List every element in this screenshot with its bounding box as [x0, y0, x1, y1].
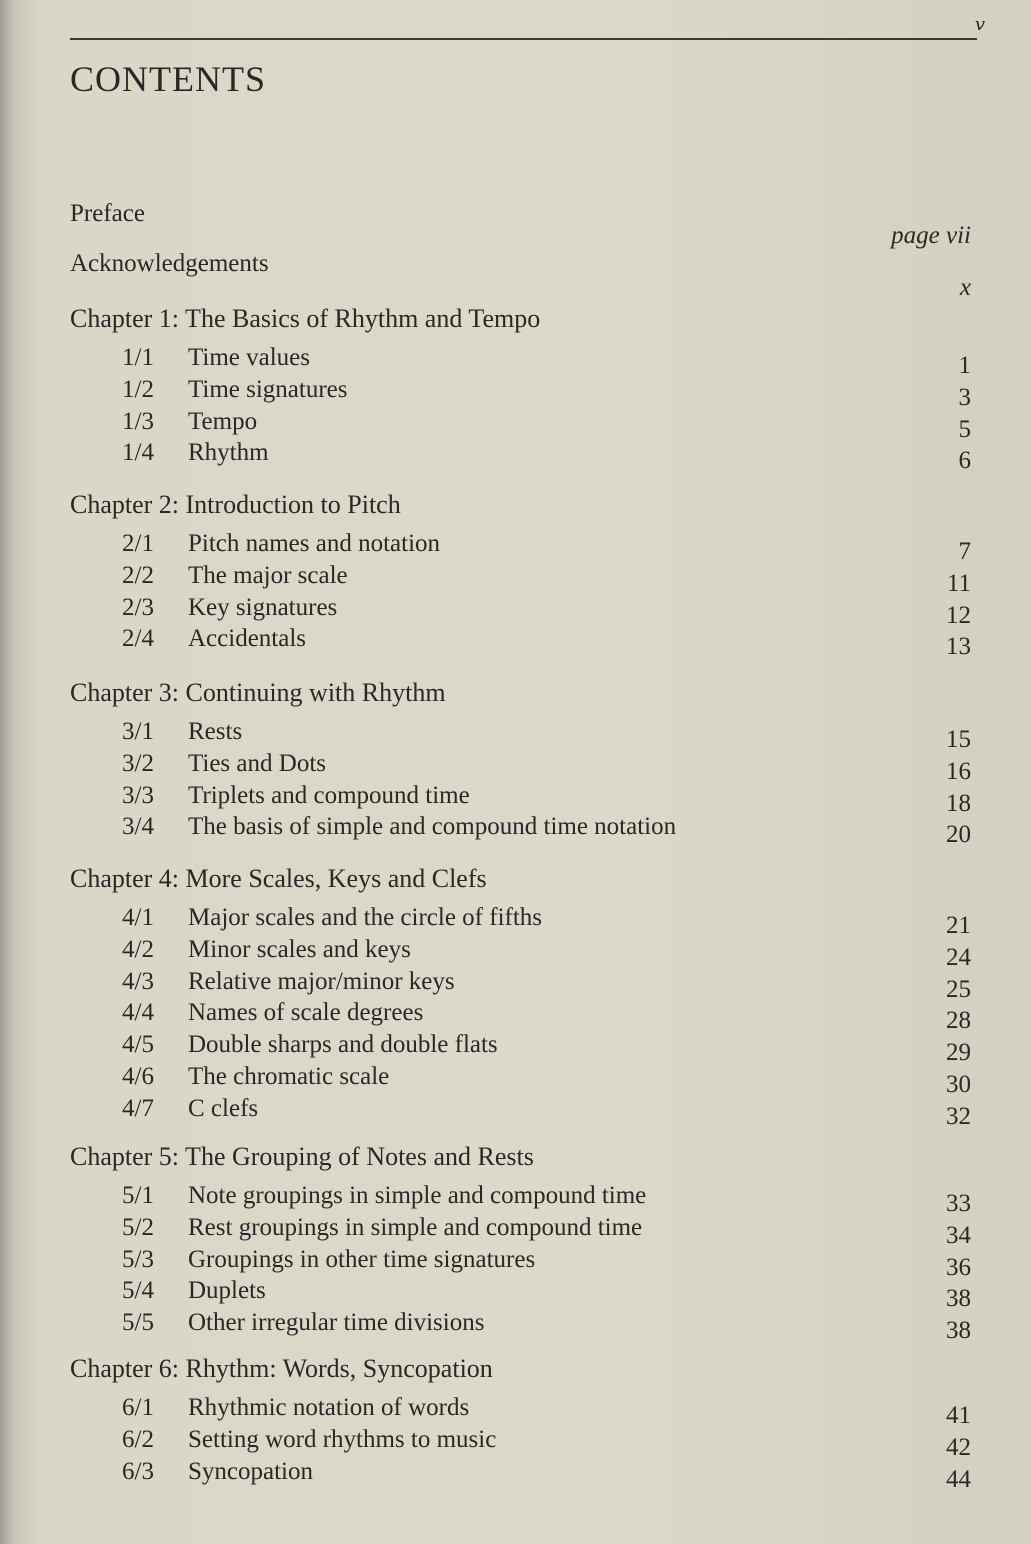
section-number: 5/5 [122, 1309, 154, 1337]
section-number: 5/3 [122, 1245, 154, 1273]
section-number: 5/4 [122, 1277, 154, 1305]
section-label: Groupings in other time signatures [188, 1245, 536, 1273]
chapter-heading [70, 864, 971, 894]
section-page: 18 [946, 789, 971, 817]
section-entry [70, 407, 971, 443]
section-entry [70, 1309, 971, 1345]
section-entry [70, 904, 971, 939]
section-label: Time signatures [188, 375, 348, 403]
section-number: 4/7 [122, 1094, 154, 1122]
section-number: 2/1 [122, 530, 154, 557]
front-matter-entry [70, 200, 971, 249]
section-label: C clefs [188, 1094, 259, 1122]
section-page: 25 [946, 975, 971, 1003]
section-page: 42 [946, 1433, 971, 1461]
section-page: 3 [958, 383, 971, 411]
section-number: 3/2 [122, 749, 154, 777]
section-number: 2/3 [122, 593, 154, 621]
entry-label: Preface [70, 200, 145, 227]
chapter-title: Chapter 2: Introduction to Pitch [70, 490, 401, 519]
section-page: 12 [946, 601, 971, 629]
section-page: 16 [946, 757, 971, 785]
section-page: 30 [946, 1071, 971, 1098]
section-entry [70, 1277, 971, 1313]
section-number: 1/1 [122, 344, 154, 371]
section-page: 6 [958, 447, 971, 475]
chapter-heading [70, 1354, 971, 1384]
section-page: 41 [946, 1402, 971, 1429]
section-label: The chromatic scale [188, 1063, 390, 1090]
section-number: 4/2 [122, 935, 154, 963]
section-number: 5/2 [122, 1213, 154, 1241]
section-entry [70, 1182, 971, 1217]
section-entry [70, 530, 971, 565]
section-page: 20 [946, 821, 971, 849]
section-entry [70, 1457, 971, 1493]
section-entry [70, 813, 971, 849]
chapter-heading [70, 678, 971, 708]
section-label: Rhythm [188, 439, 269, 467]
section-label: Rest groupings in simple and compound time [188, 1213, 643, 1241]
section-number: 5/1 [122, 1182, 154, 1209]
section-number: 6/2 [122, 1425, 154, 1453]
section-page: 24 [946, 943, 971, 971]
section-number: 2/4 [122, 625, 154, 653]
section-entry [70, 375, 971, 411]
section-label: Ties and Dots [188, 749, 326, 777]
section-page: 21 [946, 912, 971, 939]
section-page: 34 [946, 1221, 971, 1249]
section-label: Rhythmic notation of words [188, 1394, 470, 1421]
section-entry [70, 935, 971, 971]
section-number: 6/3 [122, 1457, 154, 1485]
section-page: 1 [958, 352, 971, 379]
section-page: 5 [958, 415, 971, 443]
section-label: Key signatures [188, 593, 338, 621]
page-title: CONTENTS [70, 59, 266, 99]
section-page: 36 [946, 1253, 971, 1281]
section-entry [70, 439, 971, 475]
section-entry [70, 718, 971, 753]
page-folio: v [974, 14, 985, 35]
section-number: 6/1 [122, 1394, 154, 1421]
section-entry [70, 593, 971, 629]
chapter-title: Chapter 6: Rhythm: Words, Syncopation [70, 1354, 493, 1383]
chapter-title: Chapter 5: The Grouping of Notes and Rests [70, 1142, 534, 1171]
section-entry [70, 1031, 971, 1067]
section-page: 44 [946, 1465, 971, 1493]
section-entry [70, 1394, 971, 1429]
section-entry [70, 967, 971, 1003]
section-number: 3/1 [122, 718, 154, 745]
chapter-title: Chapter 3: Continuing with Rhythm [70, 678, 446, 707]
section-label: Minor scales and keys [188, 935, 411, 963]
section-entry [70, 1063, 971, 1098]
section-number: 4/1 [122, 904, 154, 931]
section-page: 7 [958, 538, 971, 565]
section-entry [70, 749, 971, 785]
section-label: Duplets [188, 1277, 266, 1305]
section-page: 38 [946, 1285, 971, 1313]
entry-label: Acknowledgements [70, 250, 269, 277]
section-number: 1/4 [122, 439, 154, 467]
section-entry [70, 625, 971, 661]
section-number: 1/3 [122, 407, 154, 435]
section-number: 4/3 [122, 967, 154, 995]
section-label: Other irregular time divisions [188, 1309, 485, 1337]
section-entry [70, 1213, 971, 1249]
section-entry [70, 999, 971, 1035]
section-label: Rests [188, 718, 243, 745]
section-number: 4/5 [122, 1031, 154, 1059]
section-label: The basis of simple and compound time notation [188, 813, 677, 841]
section-page: 33 [946, 1190, 971, 1217]
front-matter-entry [70, 250, 971, 301]
section-entry [70, 561, 971, 597]
section-number: 4/6 [122, 1063, 154, 1090]
section-entry [70, 1245, 971, 1281]
chapter-title: Chapter 1: The Basics of Rhythm and Tempo [70, 304, 541, 333]
section-label: Note groupings in simple and compound time [188, 1182, 647, 1209]
section-label: Tempo [188, 407, 258, 435]
section-number: 3/4 [122, 813, 154, 841]
section-page: 28 [946, 1007, 971, 1035]
section-entry [70, 344, 971, 379]
section-number: 3/3 [122, 781, 154, 809]
entry-page: page vii [891, 222, 971, 249]
section-label: Names of scale degrees [188, 999, 424, 1027]
section-page: 15 [946, 726, 971, 753]
section-page: 32 [946, 1102, 971, 1130]
section-page: 38 [946, 1317, 971, 1345]
section-number: 2/2 [122, 561, 154, 589]
chapter-heading [70, 1142, 971, 1172]
section-entry [70, 781, 971, 817]
section-label: Relative major/minor keys [188, 967, 455, 995]
section-label: Syncopation [188, 1457, 313, 1485]
chapter-title: Chapter 4: More Scales, Keys and Clefs [70, 864, 487, 893]
section-number: 1/2 [122, 375, 154, 403]
section-page: 29 [946, 1039, 971, 1067]
section-label: The major scale [188, 561, 348, 589]
section-number: 4/4 [122, 999, 154, 1027]
section-label: Setting word rhythms to music [188, 1425, 497, 1453]
section-label: Double sharps and double flats [188, 1031, 498, 1059]
entry-page: x [959, 274, 971, 301]
chapter-heading [70, 490, 971, 520]
section-page: 13 [946, 633, 971, 661]
header-rule [70, 38, 977, 40]
section-label: Triplets and compound time [188, 781, 470, 809]
section-entry [70, 1425, 971, 1461]
section-label: Accidentals [188, 625, 307, 653]
chapter-heading [70, 304, 971, 334]
section-label: Pitch names and notation [188, 530, 441, 557]
section-entry [70, 1094, 971, 1130]
section-page: 11 [946, 569, 971, 597]
section-label: Time values [188, 344, 310, 371]
section-label: Major scales and the circle of fifths [188, 904, 543, 931]
